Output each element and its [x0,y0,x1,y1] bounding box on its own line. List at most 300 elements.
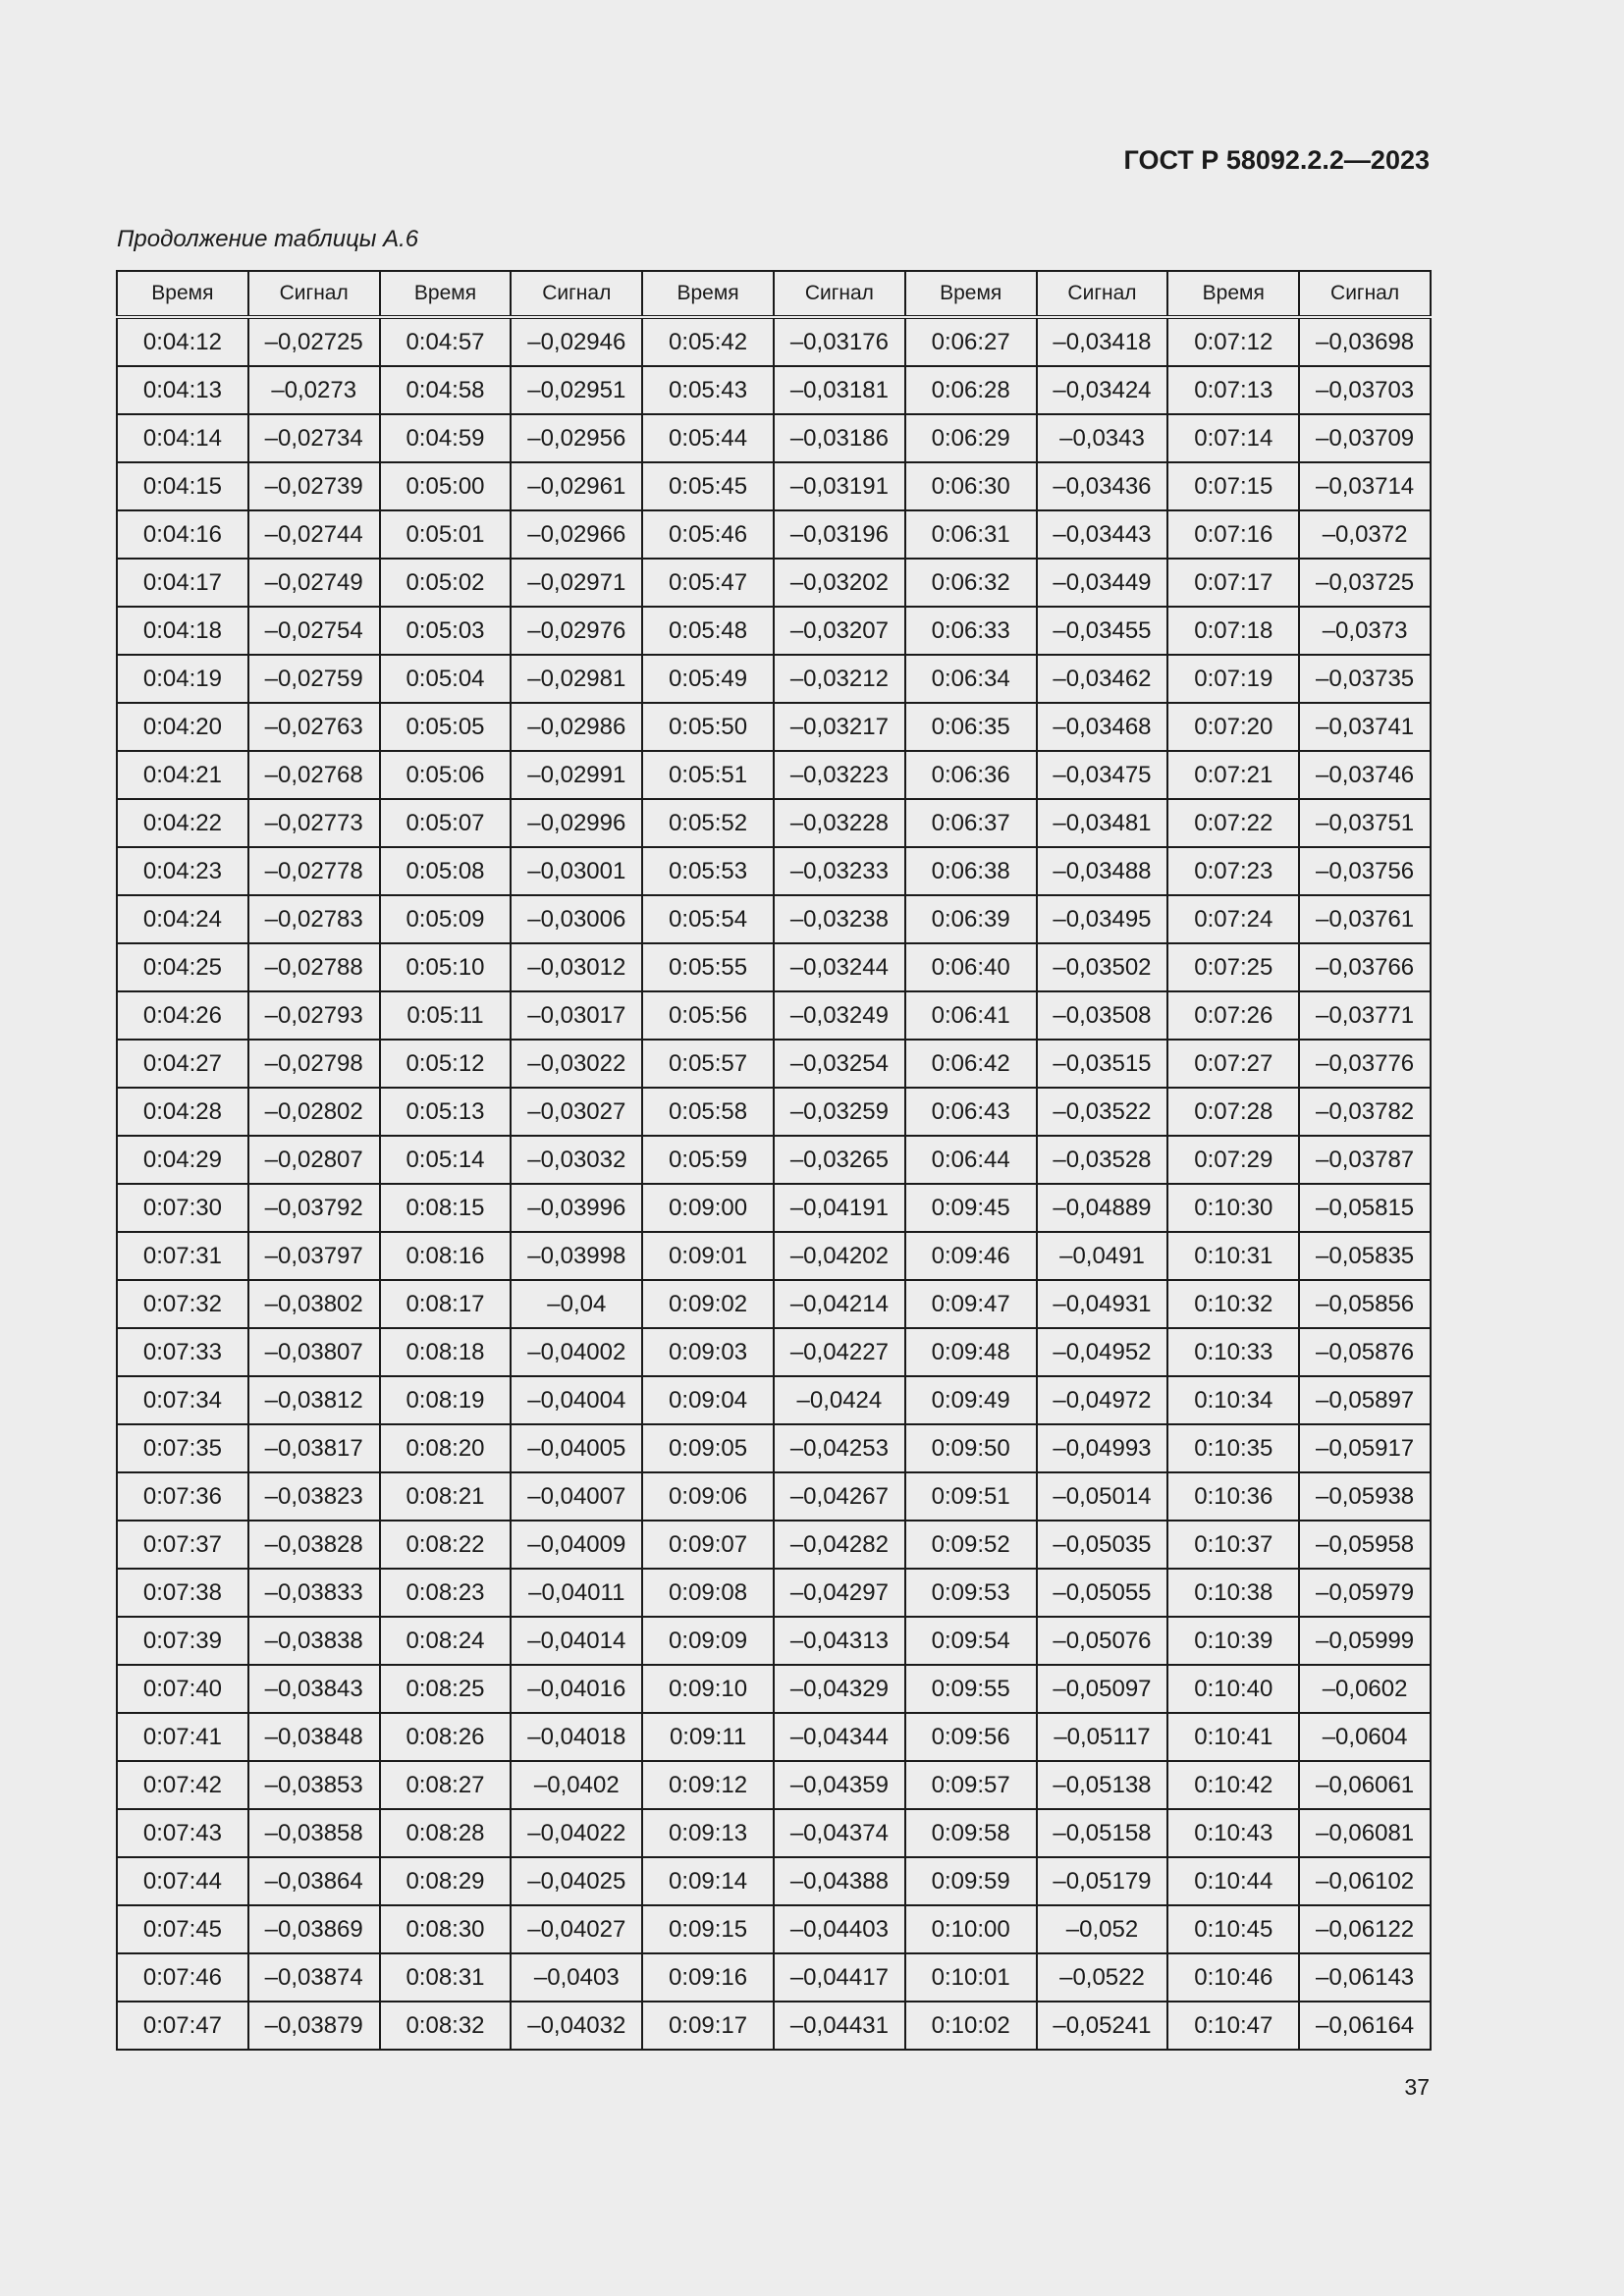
signal-cell: –0,02778 [248,847,380,895]
signal-cell: –0,03853 [248,1761,380,1809]
time-cell: 0:04:12 [117,317,248,366]
signal-cell: –0,02991 [511,751,642,799]
signal-cell: –0,03449 [1037,559,1168,607]
time-cell: 0:07:22 [1167,799,1299,847]
time-cell: 0:07:37 [117,1521,248,1569]
signal-cell: –0,03176 [774,317,905,366]
signal-cell: –0,02976 [511,607,642,655]
signal-cell: –0,02798 [248,1040,380,1088]
signal-cell: –0,03455 [1037,607,1168,655]
time-cell: 0:05:11 [380,991,512,1040]
signal-cell: –0,05897 [1299,1376,1431,1424]
time-cell: 0:04:59 [380,414,512,462]
signal-cell: –0,03879 [248,2002,380,2050]
signal-cell: –0,04016 [511,1665,642,1713]
signal-cell: –0,03495 [1037,895,1168,943]
time-cell: 0:04:22 [117,799,248,847]
signal-cell: –0,03468 [1037,703,1168,751]
time-cell: 0:07:43 [117,1809,248,1857]
signal-cell: –0,03022 [511,1040,642,1088]
time-cell: 0:10:44 [1167,1857,1299,1905]
signal-cell: –0,05876 [1299,1328,1431,1376]
signal-cell: –0,03698 [1299,317,1431,366]
signal-cell: –0,03843 [248,1665,380,1713]
time-cell: 0:04:23 [117,847,248,895]
time-cell: 0:10:40 [1167,1665,1299,1713]
signal-cell: –0,04009 [511,1521,642,1569]
signal-cell: –0,02739 [248,462,380,510]
signal-cell: –0,03027 [511,1088,642,1136]
table-row [117,510,1431,559]
signal-cell: –0,02725 [248,317,380,366]
signal-cell: –0,03265 [774,1136,905,1184]
time-cell: 0:07:19 [1167,655,1299,703]
time-cell: 0:05:43 [642,366,774,414]
signal-cell: –0,02793 [248,991,380,1040]
table-row [117,607,1431,655]
time-cell: 0:04:18 [117,607,248,655]
signal-cell: –0,0604 [1299,1713,1431,1761]
time-cell: 0:09:50 [905,1424,1037,1472]
time-cell: 0:04:16 [117,510,248,559]
time-cell: 0:04:20 [117,703,248,751]
signal-cell: –0,0522 [1037,1953,1168,2002]
table-row [117,1617,1431,1665]
time-cell: 0:09:47 [905,1280,1037,1328]
time-cell: 0:05:10 [380,943,512,991]
signal-cell: –0,03217 [774,703,905,751]
time-cell: 0:05:49 [642,655,774,703]
time-cell: 0:07:14 [1167,414,1299,462]
time-cell: 0:07:42 [117,1761,248,1809]
table-row [117,366,1431,414]
table-row [117,799,1431,847]
signal-cell: –0,03017 [511,991,642,1040]
time-cell: 0:08:23 [380,1569,512,1617]
time-cell: 0:10:36 [1167,1472,1299,1521]
signal-cell: –0,04313 [774,1617,905,1665]
signal-cell: –0,02802 [248,1088,380,1136]
time-cell: 0:06:27 [905,317,1037,366]
signal-cell: –0,05035 [1037,1521,1168,1569]
table-row [117,1905,1431,1953]
table-row [117,1857,1431,1905]
signal-cell: –0,02773 [248,799,380,847]
time-cell: 0:10:41 [1167,1713,1299,1761]
time-cell: 0:09:15 [642,1905,774,1953]
time-cell: 0:07:30 [117,1184,248,1232]
table-row [117,1521,1431,1569]
time-cell: 0:07:33 [117,1328,248,1376]
signal-cell: –0,04931 [1037,1280,1168,1328]
signal-cell: –0,06061 [1299,1761,1431,1809]
time-cell: 0:07:26 [1167,991,1299,1040]
time-cell: 0:09:14 [642,1857,774,1905]
column-header-signal: Сигнал [774,271,905,317]
time-cell: 0:05:42 [642,317,774,366]
signal-cell: –0,04359 [774,1761,905,1809]
time-cell: 0:09:05 [642,1424,774,1472]
signal-cell: –0,03032 [511,1136,642,1184]
signal-cell: –0,03475 [1037,751,1168,799]
signal-cell: –0,02754 [248,607,380,655]
signal-cell: –0,03802 [248,1280,380,1328]
signal-cell: –0,03223 [774,751,905,799]
signal-cell: –0,05999 [1299,1617,1431,1665]
table-row [117,1472,1431,1521]
signal-cell: –0,03703 [1299,366,1431,414]
signal-cell: –0,04417 [774,1953,905,2002]
signal-cell: –0,03233 [774,847,905,895]
signal-cell: –0,03443 [1037,510,1168,559]
time-cell: 0:06:30 [905,462,1037,510]
signal-cell: –0,03001 [511,847,642,895]
signal-cell: –0,05076 [1037,1617,1168,1665]
time-cell: 0:07:44 [117,1857,248,1905]
signal-cell: –0,02996 [511,799,642,847]
time-cell: 0:10:33 [1167,1328,1299,1376]
signal-cell: –0,02961 [511,462,642,510]
signal-cell: –0,06122 [1299,1905,1431,1953]
signal-cell: –0,04297 [774,1569,905,1617]
time-cell: 0:06:31 [905,510,1037,559]
time-cell: 0:07:31 [117,1232,248,1280]
time-cell: 0:09:08 [642,1569,774,1617]
time-cell: 0:09:45 [905,1184,1037,1232]
column-header-signal: Сигнал [248,271,380,317]
column-header-time: Время [1167,271,1299,317]
signal-cell: –0,03766 [1299,943,1431,991]
table-row [117,1232,1431,1280]
time-cell: 0:09:46 [905,1232,1037,1280]
time-cell: 0:05:12 [380,1040,512,1088]
signal-cell: –0,04282 [774,1521,905,1569]
time-cell: 0:08:18 [380,1328,512,1376]
time-cell: 0:07:45 [117,1905,248,1953]
time-cell: 0:05:57 [642,1040,774,1088]
time-cell: 0:09:53 [905,1569,1037,1617]
time-cell: 0:05:52 [642,799,774,847]
time-cell: 0:05:51 [642,751,774,799]
table-row [117,703,1431,751]
signal-cell: –0,03515 [1037,1040,1168,1088]
table-body [117,317,1431,2050]
time-cell: 0:07:23 [1167,847,1299,895]
table-row [117,1328,1431,1376]
time-cell: 0:05:44 [642,414,774,462]
signal-cell: –0,04191 [774,1184,905,1232]
signal-cell: –0,03207 [774,607,905,655]
table-row [117,895,1431,943]
table-row [117,1136,1431,1184]
time-cell: 0:08:20 [380,1424,512,1472]
signal-cell: –0,03202 [774,559,905,607]
signal-cell: –0,03481 [1037,799,1168,847]
signal-cell: –0,04014 [511,1617,642,1665]
signal-cell: –0,02763 [248,703,380,751]
time-cell: 0:08:25 [380,1665,512,1713]
time-cell: 0:07:13 [1167,366,1299,414]
signal-cell: –0,02946 [511,317,642,366]
time-cell: 0:07:47 [117,2002,248,2050]
time-cell: 0:04:21 [117,751,248,799]
time-cell: 0:05:58 [642,1088,774,1136]
table-row [117,991,1431,1040]
signal-cell: –0,03006 [511,895,642,943]
time-cell: 0:09:02 [642,1280,774,1328]
time-cell: 0:07:15 [1167,462,1299,510]
time-cell: 0:09:52 [905,1521,1037,1569]
signal-cell: –0,05097 [1037,1665,1168,1713]
signal-cell: –0,05117 [1037,1713,1168,1761]
column-header-time: Время [905,271,1037,317]
signal-cell: –0,05055 [1037,1569,1168,1617]
signal-cell: –0,03228 [774,799,905,847]
time-cell: 0:10:39 [1167,1617,1299,1665]
signal-cell: –0,06081 [1299,1809,1431,1857]
signal-cell: –0,04374 [774,1809,905,1857]
signal-cell: –0,03797 [248,1232,380,1280]
table-row [117,1713,1431,1761]
time-cell: 0:07:38 [117,1569,248,1617]
signal-cell: –0,03998 [511,1232,642,1280]
time-cell: 0:07:16 [1167,510,1299,559]
time-cell: 0:09:17 [642,2002,774,2050]
signal-cell: –0,03244 [774,943,905,991]
time-cell: 0:05:45 [642,462,774,510]
time-cell: 0:10:32 [1167,1280,1299,1328]
time-cell: 0:09:04 [642,1376,774,1424]
signal-cell: –0,04329 [774,1665,905,1713]
time-cell: 0:10:42 [1167,1761,1299,1809]
time-cell: 0:04:17 [117,559,248,607]
signal-cell: –0,03424 [1037,366,1168,414]
time-cell: 0:09:06 [642,1472,774,1521]
signal-cell: –0,04004 [511,1376,642,1424]
time-cell: 0:10:47 [1167,2002,1299,2050]
table-row [117,847,1431,895]
signal-cell: –0,03186 [774,414,905,462]
time-cell: 0:04:13 [117,366,248,414]
time-cell: 0:06:39 [905,895,1037,943]
signal-cell: –0,03181 [774,366,905,414]
time-cell: 0:06:35 [905,703,1037,751]
signal-cell: –0,03249 [774,991,905,1040]
table-row [117,1953,1431,2002]
time-cell: 0:07:35 [117,1424,248,1472]
signal-cell: –0,04214 [774,1280,905,1328]
time-cell: 0:10:00 [905,1905,1037,1953]
signal-cell: –0,02749 [248,559,380,607]
signal-cell: –0,04027 [511,1905,642,1953]
signal-cell: –0,03761 [1299,895,1431,943]
column-header-signal: Сигнал [1299,271,1431,317]
time-cell: 0:09:11 [642,1713,774,1761]
time-cell: 0:08:26 [380,1713,512,1761]
signal-cell: –0,02788 [248,943,380,991]
time-cell: 0:09:49 [905,1376,1037,1424]
time-cell: 0:09:59 [905,1857,1037,1905]
signal-cell: –0,03848 [248,1713,380,1761]
time-cell: 0:09:48 [905,1328,1037,1376]
signal-cell: –0,04007 [511,1472,642,1521]
signal-cell: –0,04952 [1037,1328,1168,1376]
signal-cell: –0,03787 [1299,1136,1431,1184]
signal-cell: –0,03751 [1299,799,1431,847]
time-cell: 0:09:13 [642,1809,774,1857]
signal-cell: –0,03709 [1299,414,1431,462]
time-cell: 0:05:59 [642,1136,774,1184]
time-cell: 0:09:51 [905,1472,1037,1521]
time-cell: 0:05:09 [380,895,512,943]
signal-cell: –0,05917 [1299,1424,1431,1472]
time-cell: 0:08:29 [380,1857,512,1905]
time-cell: 0:06:28 [905,366,1037,414]
column-header-time: Время [380,271,512,317]
time-cell: 0:05:01 [380,510,512,559]
time-cell: 0:06:41 [905,991,1037,1040]
time-cell: 0:07:24 [1167,895,1299,943]
signal-cell: –0,03792 [248,1184,380,1232]
time-cell: 0:05:06 [380,751,512,799]
time-cell: 0:05:04 [380,655,512,703]
signal-cell: –0,05979 [1299,1569,1431,1617]
table-row [117,559,1431,607]
time-cell: 0:10:37 [1167,1521,1299,1569]
time-cell: 0:04:25 [117,943,248,991]
time-cell: 0:09:58 [905,1809,1037,1857]
signal-cell: –0,03812 [248,1376,380,1424]
signal-cell: –0,04025 [511,1857,642,1905]
column-header-time: Время [642,271,774,317]
signal-cell: –0,03714 [1299,462,1431,510]
signal-cell: –0,03254 [774,1040,905,1088]
table-row [117,1809,1431,1857]
time-cell: 0:08:16 [380,1232,512,1280]
time-cell: 0:05:56 [642,991,774,1040]
signal-cell: –0,04253 [774,1424,905,1472]
time-cell: 0:09:00 [642,1184,774,1232]
signal-cell: –0,02768 [248,751,380,799]
time-cell: 0:05:54 [642,895,774,943]
signal-cell: –0,02956 [511,414,642,462]
time-cell: 0:05:50 [642,703,774,751]
signal-cell: –0,05241 [1037,2002,1168,2050]
time-cell: 0:09:01 [642,1232,774,1280]
signal-cell: –0,03502 [1037,943,1168,991]
time-cell: 0:10:02 [905,2002,1037,2050]
time-cell: 0:06:42 [905,1040,1037,1088]
signal-cell: –0,03191 [774,462,905,510]
table-row [117,1665,1431,1713]
time-cell: 0:07:36 [117,1472,248,1521]
column-header-time: Время [117,271,248,317]
time-cell: 0:09:07 [642,1521,774,1569]
time-cell: 0:07:28 [1167,1088,1299,1136]
time-cell: 0:07:40 [117,1665,248,1713]
signal-cell: –0,04022 [511,1809,642,1857]
signal-cell: –0,04032 [511,2002,642,2050]
table-row [117,751,1431,799]
signal-cell: –0,03522 [1037,1088,1168,1136]
signal-cell: –0,0343 [1037,414,1168,462]
time-cell: 0:08:32 [380,2002,512,2050]
time-cell: 0:04:15 [117,462,248,510]
signal-cell: –0,03833 [248,1569,380,1617]
time-cell: 0:08:21 [380,1472,512,1521]
table-row [117,1280,1431,1328]
signal-cell: –0,02981 [511,655,642,703]
time-cell: 0:07:39 [117,1617,248,1665]
signal-cell: –0,03776 [1299,1040,1431,1088]
column-header-signal: Сигнал [511,271,642,317]
signal-cell: –0,03196 [774,510,905,559]
signal-cell: –0,03817 [248,1424,380,1472]
signal-cell: –0,04005 [511,1424,642,1472]
page-number: 37 [1404,2074,1430,2100]
signal-cell: –0,04002 [511,1328,642,1376]
time-cell: 0:10:45 [1167,1905,1299,1953]
signal-cell: –0,03864 [248,1857,380,1905]
time-cell: 0:07:29 [1167,1136,1299,1184]
table-header-row [117,271,1431,317]
time-cell: 0:06:32 [905,559,1037,607]
signal-cell: –0,05856 [1299,1280,1431,1328]
time-cell: 0:06:37 [905,799,1037,847]
signal-cell: –0,04403 [774,1905,905,1953]
time-cell: 0:08:22 [380,1521,512,1569]
signal-cell: –0,02971 [511,559,642,607]
signal-cell: –0,03874 [248,1953,380,2002]
signal-cell: –0,05158 [1037,1809,1168,1857]
signal-cell: –0,03436 [1037,462,1168,510]
time-cell: 0:09:10 [642,1665,774,1713]
time-cell: 0:10:43 [1167,1809,1299,1857]
table-row [117,1184,1431,1232]
signal-cell: –0,03259 [774,1088,905,1136]
time-cell: 0:05:46 [642,510,774,559]
time-cell: 0:07:18 [1167,607,1299,655]
time-cell: 0:10:35 [1167,1424,1299,1472]
time-cell: 0:07:32 [117,1280,248,1328]
signal-cell: –0,0273 [248,366,380,414]
time-cell: 0:05:48 [642,607,774,655]
time-cell: 0:10:38 [1167,1569,1299,1617]
time-cell: 0:07:21 [1167,751,1299,799]
time-cell: 0:08:31 [380,1953,512,2002]
signal-cell: –0,04972 [1037,1376,1168,1424]
time-cell: 0:10:46 [1167,1953,1299,2002]
time-cell: 0:09:16 [642,1953,774,2002]
signal-cell: –0,04267 [774,1472,905,1521]
signal-cell: –0,03725 [1299,559,1431,607]
time-cell: 0:08:27 [380,1761,512,1809]
table-row [117,1569,1431,1617]
table-row [117,1424,1431,1472]
signal-cell: –0,03418 [1037,317,1168,366]
signal-cell: –0,04388 [774,1857,905,1905]
signal-cell: –0,02807 [248,1136,380,1184]
signal-cell: –0,04344 [774,1713,905,1761]
time-cell: 0:04:24 [117,895,248,943]
signal-cell: –0,0372 [1299,510,1431,559]
time-cell: 0:06:36 [905,751,1037,799]
signal-cell: –0,02966 [511,510,642,559]
time-cell: 0:08:19 [380,1376,512,1424]
table-row [117,1040,1431,1088]
signal-cell: –0,03858 [248,1809,380,1857]
signal-cell: –0,02744 [248,510,380,559]
